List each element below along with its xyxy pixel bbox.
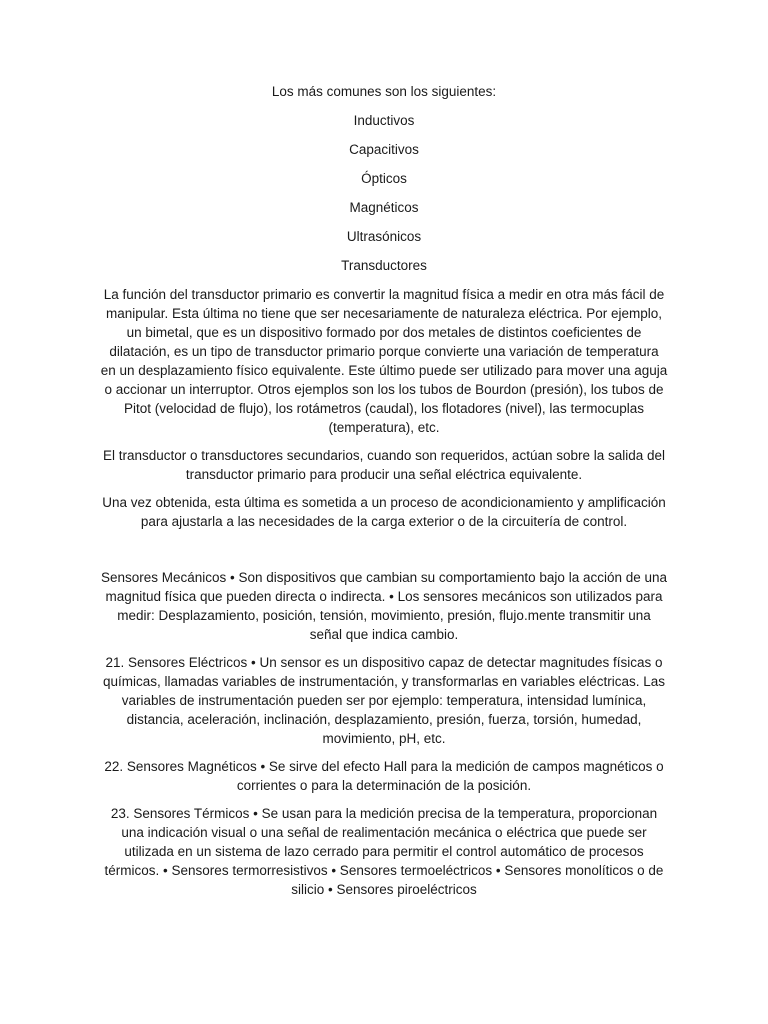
section-sensores-magneticos: 22. Sensores Magnéticos • Se sirve del efecto Hall para la medición de campos magnéticos o corrientes o para la determinación de la posición. xyxy=(104,759,664,793)
intro-text: Los más comunes son los siguientes: xyxy=(271,84,497,99)
list-item-capacitivos: Capacitivos xyxy=(349,142,419,157)
section-sensores-electricos: 21. Sensores Eléctricos • Un sensor es un dispositivo capaz de detectar magnitudes físicas o químicas, llamadas variables de instrumentación, y transformarlas en variables eléctricas. Las variables de instrumentación pueden ser por ejemplo: temperatura, intensidad lumínica, distancia, aceleración, inclinación, desplazamiento, presión, fuerza, torsión, humedad, movimiento, pH, etc. xyxy=(103,655,665,746)
list-item-magneticos: Magnéticos xyxy=(349,200,419,215)
section-sensores-mecanicos: Sensores Mecánicos • Son dispositivos que cambian su comportamiento bajo la acción de una magnitud física que pueden directa o indirecta. • Los sensores mecánicos son utilizados para medir: Desplazamiento, posición, tensión, movimiento, presión, flujo.mente transmitir una señal que indica cambio. xyxy=(100,570,668,642)
list-item-opticos: Ópticos xyxy=(361,171,407,186)
section-spacer xyxy=(100,540,668,568)
paragraph-transductor-primario: La función del transductor primario es convertir la magnitud física a medir en otra más fácil de manipular. Esta última no tiene que ser necesariamente de naturaleza eléctrica. Por ejemplo, un bimetal, que es un dispositivo formado por dos metales de distintos coeficientes de dilatación, es un tipo de transductor primario porque convierte una variación de temperatura en un desplazamiento físico equivalente. Este último puede ser utilizado para mover una aguja o accionar un interruptor. Otros ejemplos son los los tubos de Bourdon (presión), los tubos de Pitot (velocidad de flujo), los rotámetros (caudal), los flotadores (nivel), las termocuplas (temperatura), etc. xyxy=(100,287,668,435)
list-item-transductores: Transductores xyxy=(341,258,427,273)
list-item-ultrasonicos: Ultrasónicos xyxy=(346,229,422,244)
document-page xyxy=(100,82,668,908)
section-sensores-termicos: 23. Sensores Térmicos • Se usan para la medición precisa de la temperatura, proporcionan una indicación visual o una señal de realimentación mecánica o eléctrica que puede ser utilizada en un sistema de lazo cerrado para permitir el control automático de procesos térmicos. • Sensores termorresistivos • Sensores termoeléctricos • Sensores monolíticos o de silicio • Sensores piroeléctricos xyxy=(104,806,664,897)
list-item-inductivos: Inductivos xyxy=(353,113,415,128)
paragraph-transductor-secundario: El transductor o transductores secundarios, cuando son requeridos, actúan sobre la salida del transductor primario para producir una señal eléctrica equivalente. xyxy=(102,448,666,482)
paragraph-acondicionamiento: Una vez obtenida, esta última es sometida a un proceso de acondicionamiento y amplificación para ajustarla a las necesidades de la carga exterior o de la circuitería de control. xyxy=(102,495,666,529)
